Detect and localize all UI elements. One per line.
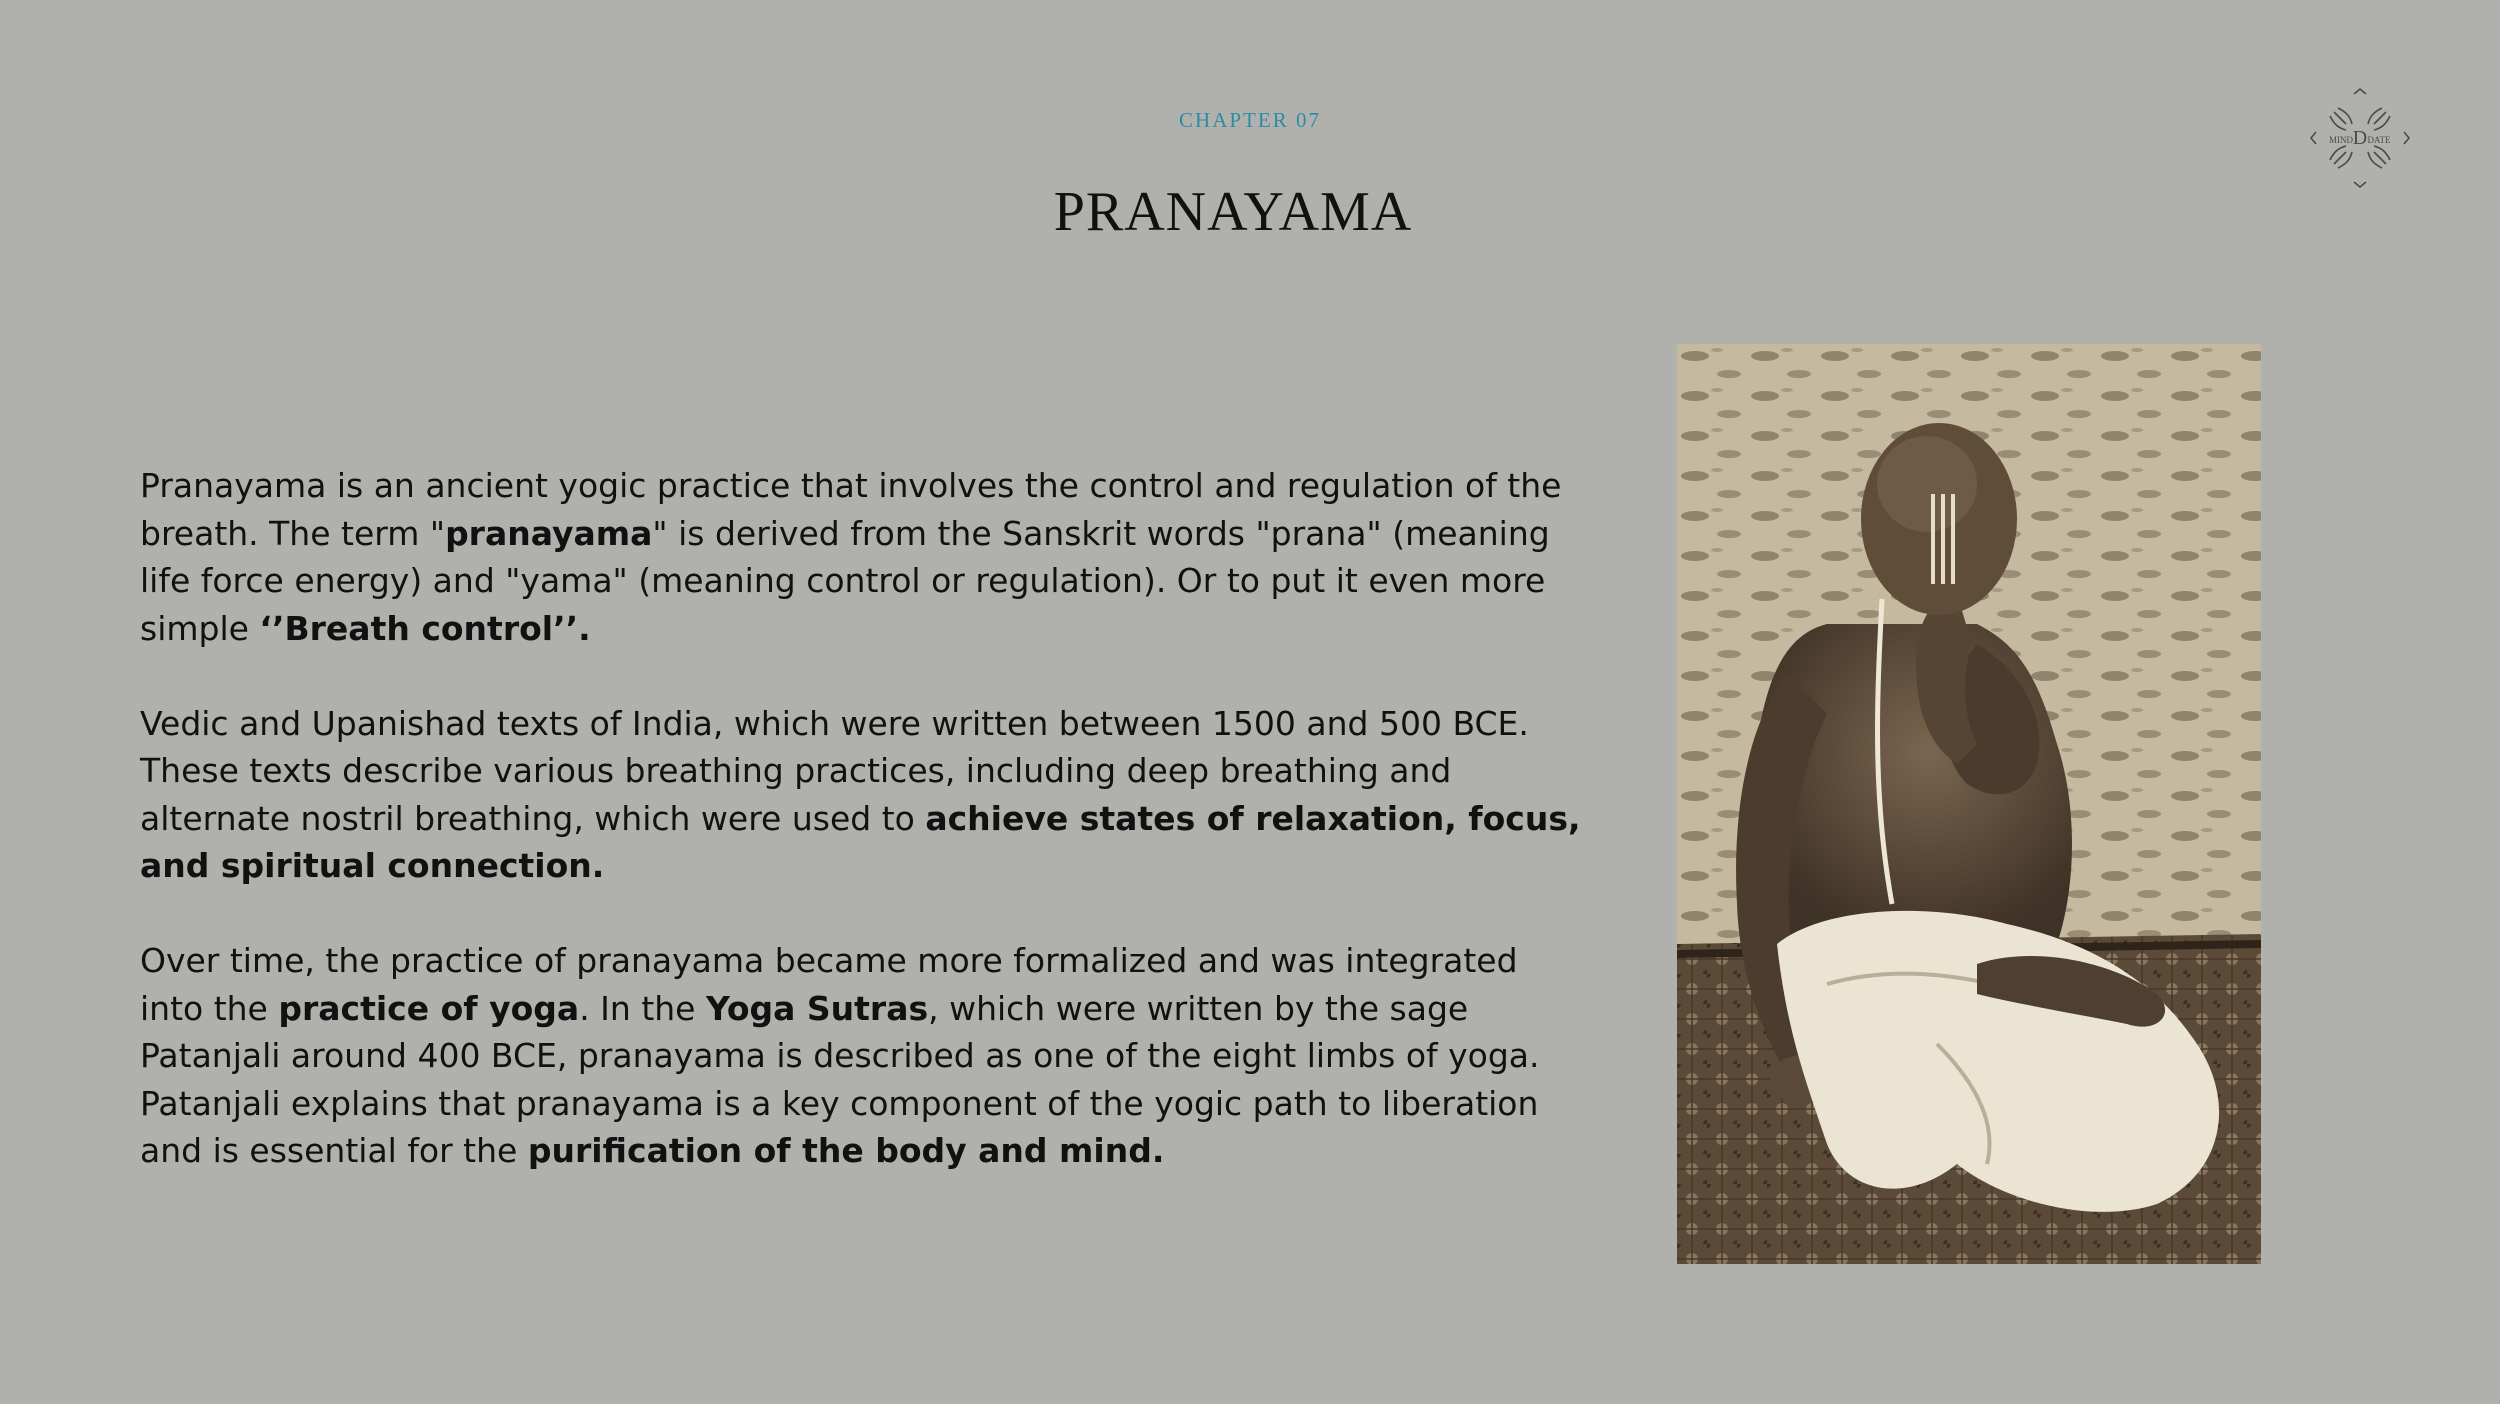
- text-run: Over time, the practice of pranayama became more formalized and was integrated into the: [140, 941, 1518, 1028]
- svg-text:D: D: [2352, 127, 2368, 149]
- text-run: Pranayama is an ancient yogic practice that involves the control and regulation of the breath. The term ": [140, 466, 1562, 553]
- bold-text-run: practice of yoga: [278, 988, 580, 1028]
- bold-text-run: achieve states of relaxation, focus, and spiritual connection.: [140, 798, 1581, 885]
- svg-text:DATE: DATE: [2367, 135, 2391, 145]
- chapter-label: CHAPTER 07: [1179, 108, 1321, 132]
- page-title: PRANAYAMA: [1053, 181, 1413, 243]
- text-run: . In the: [579, 988, 706, 1028]
- mind-date-logo-icon: [2308, 86, 2412, 190]
- paragraph-3: [140, 937, 1590, 1175]
- bold-text-run: ‘’Breath control’’.: [259, 608, 591, 648]
- text-run: " is derived from the Sanskrit words "prana" (meaning life force energy) and "yama" (meaning control or regulation). Or to put it even more simple: [140, 513, 1550, 648]
- bold-text-run: Yoga Sutras: [705, 988, 929, 1028]
- bold-text-run: pranayama: [445, 513, 653, 553]
- body-text: [140, 462, 1590, 1222]
- text-run: Vedic and Upanishad texts of India, which were written between 1500 and 500 BCE. These texts describe various breathing practices, including deep breathing and alternate nostril breathing, which were used to: [140, 703, 1529, 838]
- svg-text:MIND: MIND: [2329, 135, 2353, 145]
- bold-text-run: purification of the body and mind.: [527, 1131, 1165, 1170]
- sepia-photo-man-practicing-pranayama: [1677, 344, 2261, 1264]
- paragraph-1: [140, 462, 1590, 652]
- text-run: , which were written by the sage Patanjali around 400 BCE, pranayama is described as one of the eight limbs of yoga. Patanjali explains that pranayama is a key component of the yogic path to liberation and is essential for the: [140, 988, 1540, 1170]
- paragraph-2: [140, 700, 1590, 890]
